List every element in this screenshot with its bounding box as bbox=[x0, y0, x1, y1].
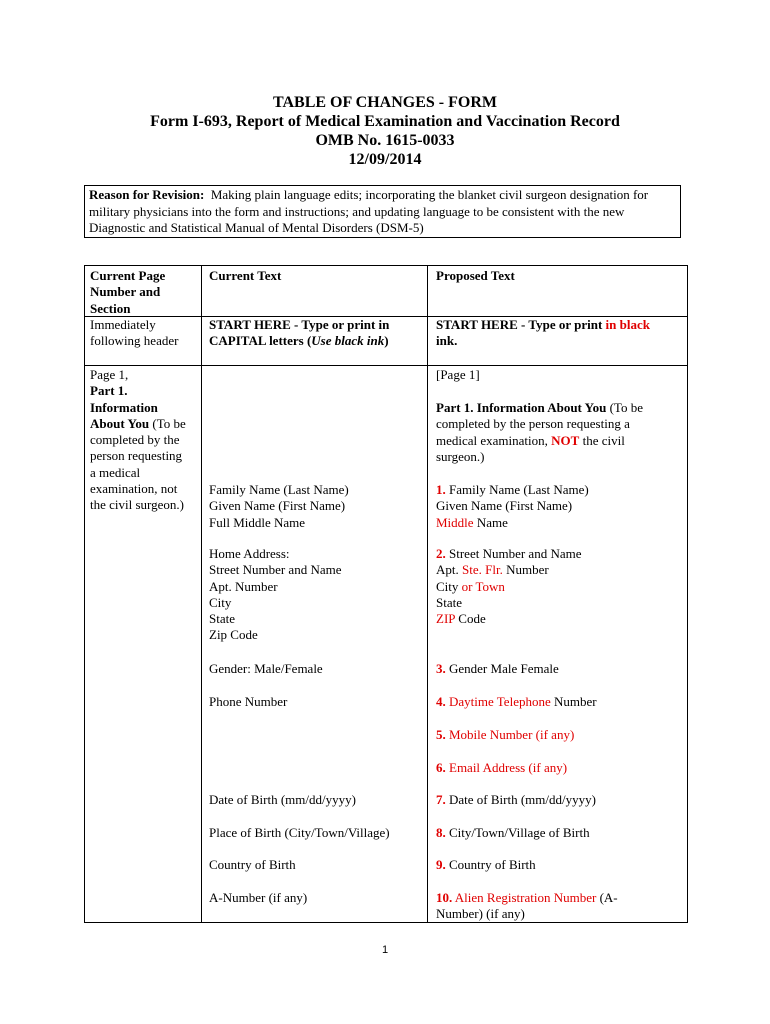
proposed-email: 6. Email Address (if any) bbox=[436, 760, 568, 775]
current-gender: Gender: Male/Female bbox=[209, 661, 323, 676]
changes-table bbox=[84, 265, 688, 923]
current-phone: Phone Number bbox=[209, 694, 288, 709]
proposed-gender: 3. Gender Male Female bbox=[436, 661, 559, 676]
proposed-address-fields: 2. Street Number and Name Apt. Ste. Flr. Number City or Town State ZIP Code bbox=[436, 546, 582, 627]
proposed-part-heading: Part 1. Information About You (To be completed by the person requesting a medical examination, NOT the civil surgeon.) bbox=[436, 400, 643, 464]
table-border-top bbox=[84, 265, 688, 266]
current-a-number: A-Number (if any) bbox=[209, 890, 308, 905]
header-current-text: Current Text bbox=[209, 268, 282, 283]
reason-for-revision-box bbox=[84, 185, 681, 238]
row1-divider bbox=[84, 365, 688, 366]
table-border-left bbox=[84, 265, 85, 923]
reason-label: Reason for Revision: bbox=[89, 187, 205, 202]
row1-current: START HERE - Type or print in CAPITAL letters (Use black ink) bbox=[209, 317, 390, 349]
proposed-name-fields: 1. Family Name (Last Name) Given Name (First Name) Middle Name bbox=[436, 482, 589, 530]
table-border-right bbox=[687, 265, 688, 923]
doc-title: TABLE OF CHANGES - FORM bbox=[272, 94, 497, 111]
row1-proposed: START HERE - Type or print in black ink. bbox=[436, 317, 650, 349]
omb-number: OMB No. 1615-0033 bbox=[315, 132, 455, 149]
proposed-phone: 4. Daytime Telephone Number bbox=[436, 694, 597, 709]
proposed-a-number: 10. Alien Registration Number (A- Number) (if any) bbox=[436, 890, 618, 922]
row2-section: Page 1, Part 1. Information About You (To be completed by the person requesting a medical examination, not the civil surgeon.) bbox=[90, 367, 186, 513]
table-divider-2 bbox=[427, 265, 428, 923]
proposed-cob: 9. Country of Birth bbox=[436, 857, 536, 872]
current-cob: Country of Birth bbox=[209, 857, 296, 872]
proposed-page-ref: [Page 1] bbox=[436, 367, 480, 382]
proposed-dob: 7. Date of Birth (mm/dd/yyyy) bbox=[436, 792, 596, 807]
document-header bbox=[0, 93, 770, 169]
current-address-fields: Home Address: Street Number and Name Apt. Number City State Zip Code bbox=[209, 546, 342, 643]
header-section: Current Page Number and Section bbox=[90, 268, 166, 316]
current-dob: Date of Birth (mm/dd/yyyy) bbox=[209, 792, 356, 807]
table-divider-1 bbox=[201, 265, 202, 923]
proposed-mobile: 5. Mobile Number (if any) bbox=[436, 727, 575, 742]
row1-section: Immediately following header bbox=[90, 317, 179, 349]
doc-date: 12/09/2014 bbox=[348, 151, 422, 168]
current-name-fields: Family Name (Last Name) Given Name (First Name) Full Middle Name bbox=[209, 482, 349, 530]
proposed-pob: 8. City/Town/Village of Birth bbox=[436, 825, 590, 840]
page-number: 1 bbox=[381, 944, 389, 956]
current-pob: Place of Birth (City/Town/Village) bbox=[209, 825, 390, 840]
form-title: Form I-693, Report of Medical Examination and Vaccination Record bbox=[150, 113, 620, 130]
reason-text: Making plain language edits; incorporating the blanket civil surgeon designation for military physicians into the form and instructions; and updating language to be consistent with the new Diagnostic and Statistical Manual of Mental Disorders (DSM-5) bbox=[89, 187, 649, 235]
header-proposed-text: Proposed Text bbox=[436, 268, 515, 283]
